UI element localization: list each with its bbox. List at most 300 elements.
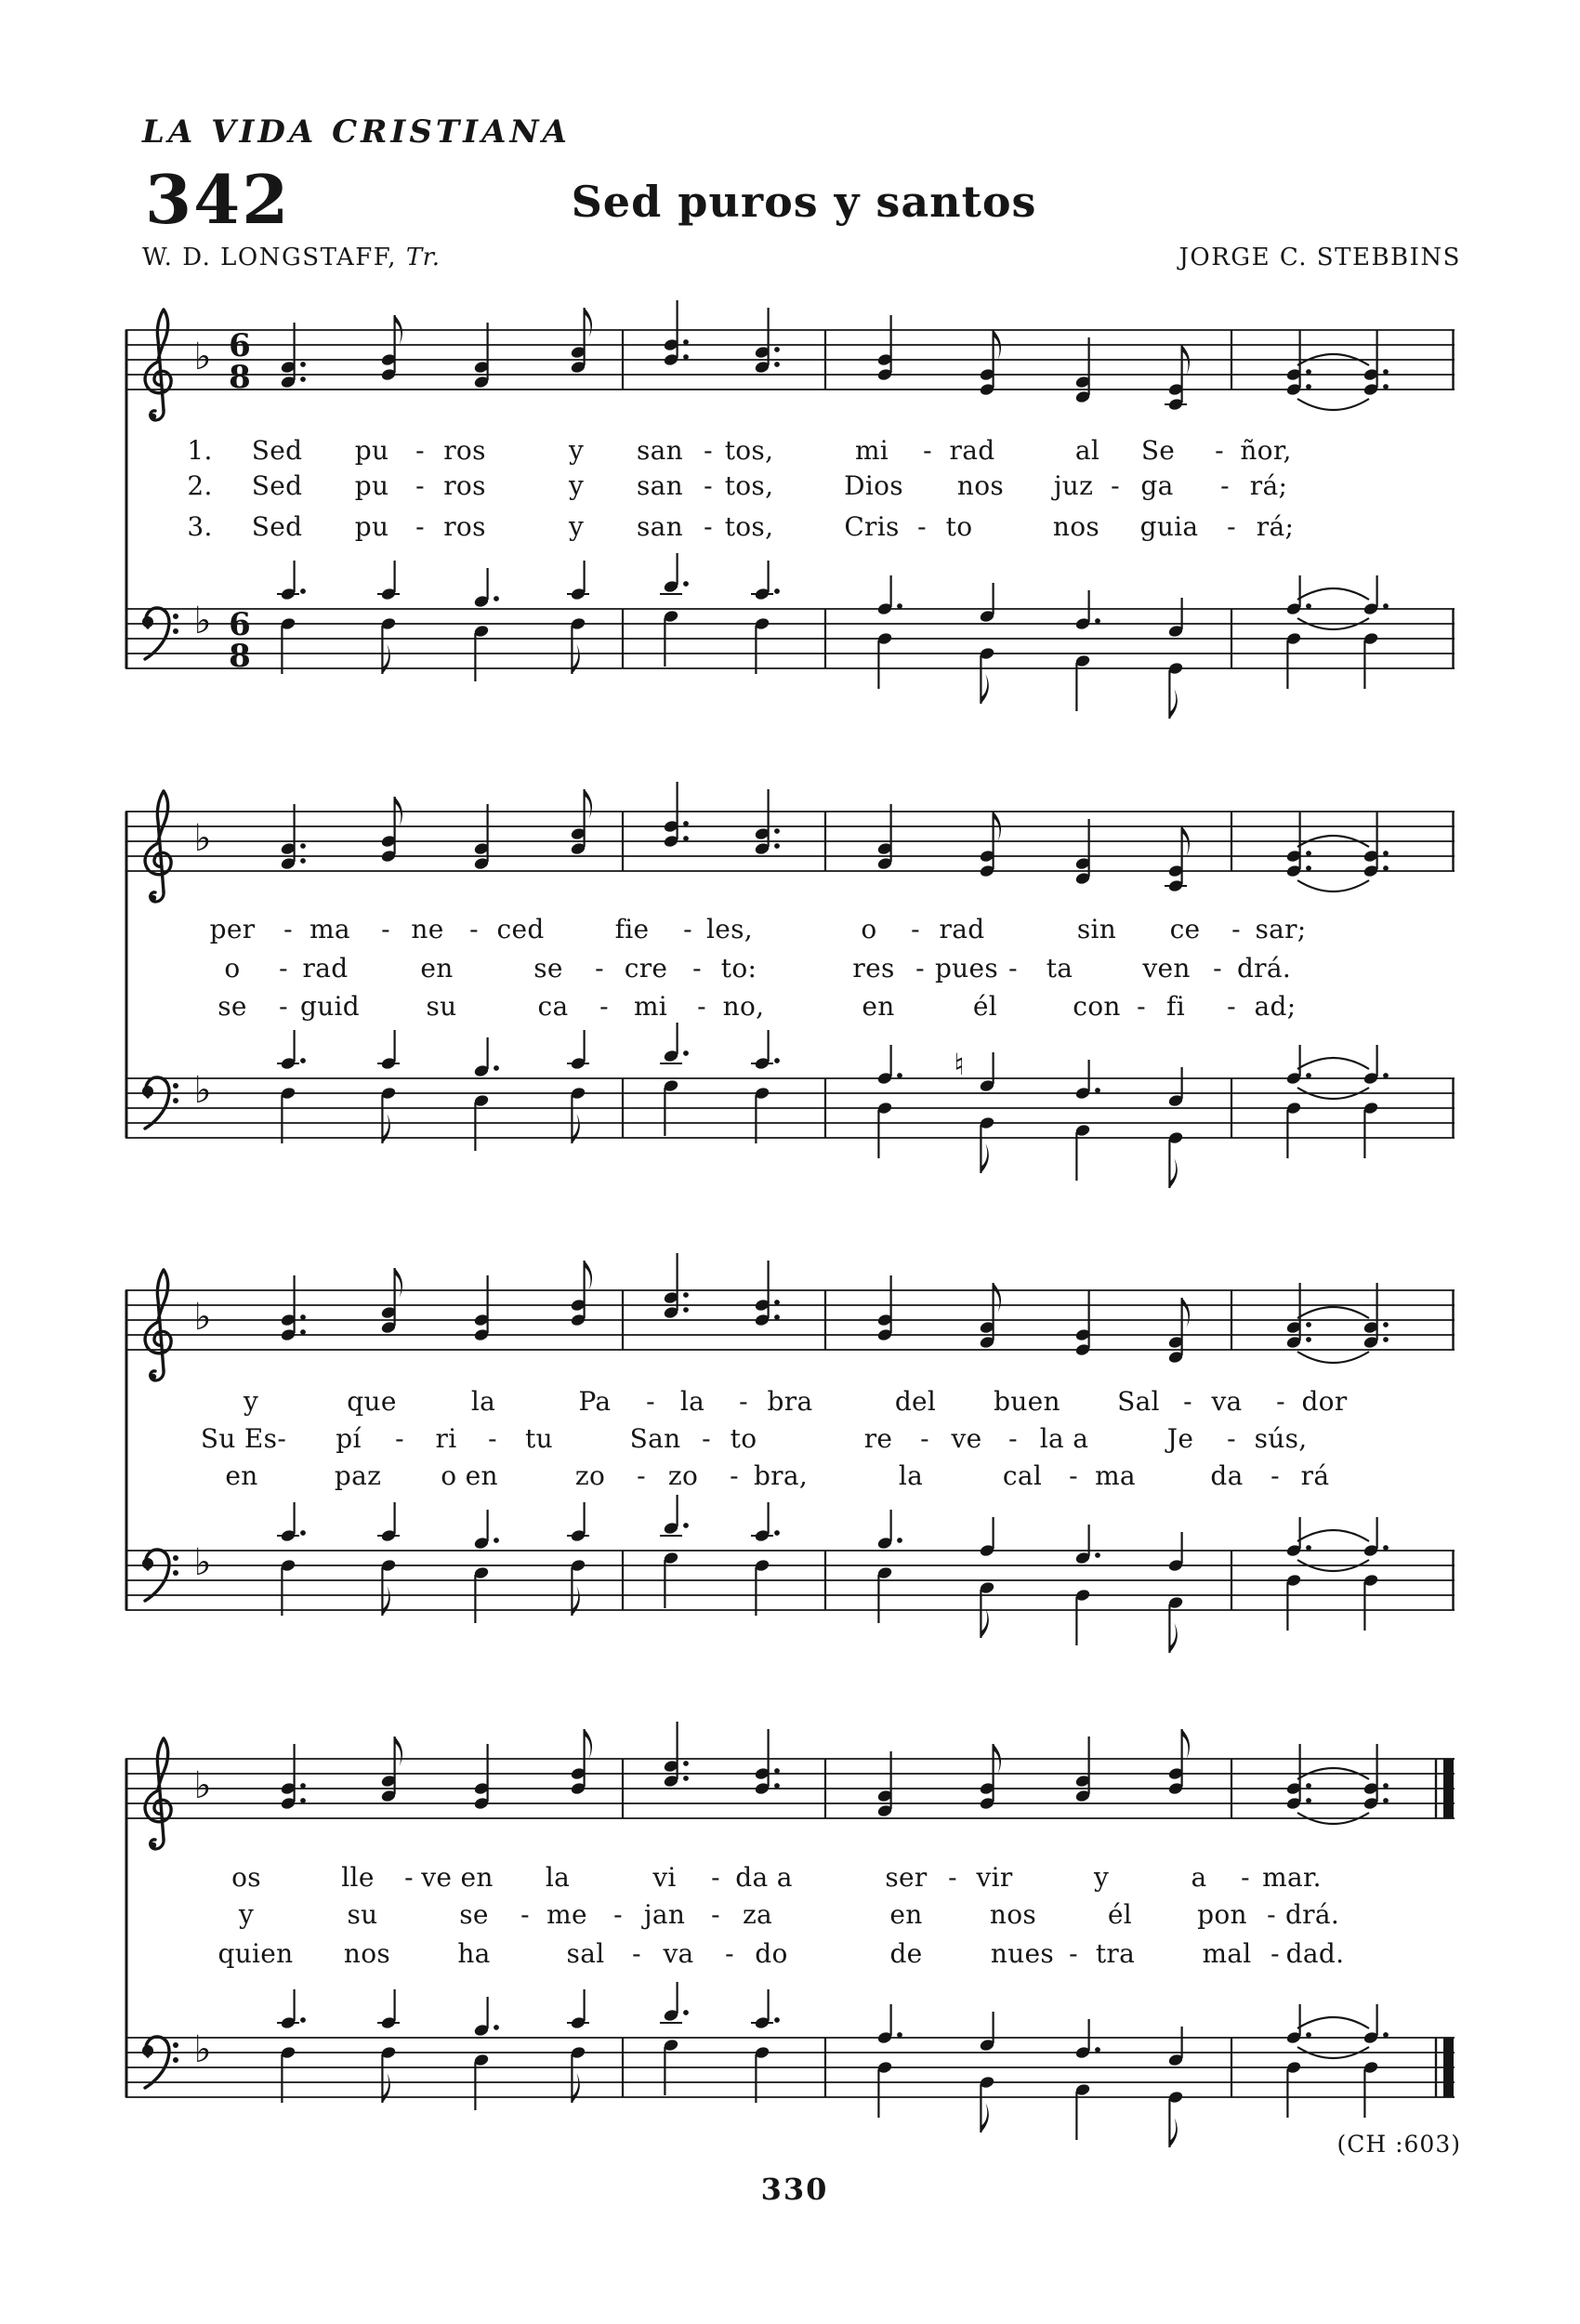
lyric-syllable: - — [1241, 1862, 1250, 1893]
lyric-syllable: - — [646, 1386, 655, 1417]
note — [570, 308, 592, 375]
note — [876, 1275, 893, 1342]
lyric-syllable: to — [945, 511, 973, 542]
lyric-syllable: nos — [343, 1938, 391, 1969]
author-translator-abbrev: Tr. — [405, 244, 441, 271]
note — [277, 1502, 306, 1616]
note — [751, 1030, 780, 1143]
lyric-syllable: vir — [976, 1862, 1013, 1893]
augmentation-dot — [1095, 2047, 1100, 2053]
note — [876, 315, 893, 382]
eighth-flag — [572, 1586, 579, 1616]
note — [473, 568, 499, 681]
lyric-syllable: Sed — [251, 511, 303, 542]
lyric-syllable: fie — [614, 914, 650, 944]
lyric-syllable: - — [520, 1899, 530, 1930]
augmentation-dot — [774, 1530, 780, 1536]
key-signature-flat: ♭ — [193, 817, 212, 860]
eighth-flag — [382, 1114, 389, 1143]
lyric-syllable: Se — [1140, 435, 1176, 466]
note — [751, 1502, 780, 1616]
note — [1165, 826, 1190, 893]
lyric-syllable: san — [637, 511, 683, 542]
note — [1363, 575, 1389, 689]
lyric-syllable: - — [595, 953, 604, 984]
note — [876, 1045, 902, 1158]
tie-arc — [1297, 1352, 1369, 1363]
lyric-syllable: drá. — [1236, 953, 1292, 984]
note — [979, 1052, 995, 1173]
note — [979, 330, 1001, 397]
note — [473, 1275, 490, 1342]
lyric-syllable: - — [915, 953, 925, 984]
note — [280, 1275, 306, 1342]
lyric-syllable: bra, — [753, 1460, 809, 1491]
eighth-flag — [585, 1729, 592, 1759]
lyric-syllable: - — [1227, 991, 1236, 1022]
augmentation-dot — [1306, 603, 1311, 609]
augmentation-dot — [1383, 1322, 1389, 1327]
lyric-syllable: guia — [1139, 511, 1199, 542]
music-system-2 — [125, 782, 1455, 1188]
augmentation-dot — [774, 843, 780, 849]
verse-number: 1. — [187, 435, 213, 466]
lyric-syllable: - — [1220, 470, 1230, 501]
lyric-syllable: - — [415, 435, 425, 466]
eighth-flag — [1182, 1729, 1190, 1759]
lyric-syllable: - — [692, 953, 702, 984]
note — [280, 323, 306, 390]
bass-staff — [125, 1495, 1455, 1653]
lyric-syllable: - — [381, 914, 390, 944]
note — [567, 1989, 589, 2103]
augmentation-dot — [494, 1065, 499, 1071]
lyric-syllable: en — [420, 953, 454, 984]
augmentation-dot — [1383, 1545, 1389, 1551]
lyric-syllable: va — [1211, 1386, 1243, 1417]
key-signature-flat: ♭ — [193, 336, 212, 378]
eighth-flag — [572, 1114, 579, 1143]
augmentation-dot — [683, 1523, 689, 1528]
eighth-flag — [981, 1608, 988, 1638]
lyric-syllable: rad — [949, 435, 995, 466]
note — [876, 804, 893, 871]
lyric-syllable: rá — [1300, 1460, 1330, 1491]
note — [377, 1502, 400, 1616]
lyric-syllable: to — [730, 1423, 757, 1454]
lyric-syllable: quien — [217, 1938, 294, 1969]
lyric-syllable: tra — [1095, 1938, 1136, 1969]
tie-arc — [1297, 1058, 1369, 1069]
lyric-syllable: - — [599, 991, 609, 1022]
note — [754, 789, 780, 856]
lyric-syllable: - — [704, 511, 713, 542]
lyric-syllable: - — [911, 914, 920, 944]
lyric-syllable: ser — [885, 1862, 928, 1893]
lyric-syllable: guid — [299, 991, 361, 1022]
note — [754, 1729, 780, 1796]
lyric-syllable: pu — [354, 511, 389, 542]
bass-staff — [125, 553, 1455, 719]
lyric-syllable: Je — [1166, 1423, 1194, 1454]
lyric-syllable: ca — [537, 991, 569, 1022]
augmentation-dot — [683, 1292, 689, 1298]
lyric-syllable: tos, — [724, 470, 774, 501]
lyric-syllable: - — [1213, 953, 1222, 984]
note — [1363, 1045, 1389, 1158]
lyric-syllable: rá; — [1256, 511, 1295, 542]
music-system-4 — [125, 1722, 1455, 2147]
lyric-syllable: - — [739, 1386, 748, 1417]
lyric-syllable: ma — [1095, 1460, 1136, 1491]
note — [660, 1982, 689, 2095]
lyric-syllable: Sed — [251, 435, 303, 466]
time-signature — [229, 606, 251, 675]
note — [1167, 598, 1184, 719]
note — [570, 1729, 592, 1796]
augmentation-dot — [774, 1058, 780, 1063]
augmentation-dot — [1095, 618, 1100, 624]
augmentation-dot — [774, 828, 780, 834]
lyric-syllable: la a — [1039, 1423, 1089, 1454]
augmentation-dot — [683, 836, 689, 841]
augmentation-dot — [1306, 384, 1311, 390]
lyric-syllable: me — [546, 1899, 587, 1930]
note — [1285, 1517, 1311, 1631]
augmentation-dot — [683, 1050, 689, 1056]
time-signature — [229, 327, 251, 396]
note — [876, 575, 902, 689]
augmentation-dot — [683, 1761, 689, 1766]
f-clef-icon — [142, 2037, 178, 2088]
augmentation-dot — [1383, 384, 1389, 390]
lyric-syllable: pí — [336, 1423, 362, 1454]
lyric-syllable: él — [972, 991, 998, 1022]
note — [1074, 337, 1091, 404]
augmentation-dot — [897, 1073, 902, 1078]
hymn-title: Sed puros y santos — [571, 177, 1037, 227]
lyric-syllable: - — [1271, 1460, 1280, 1491]
augmentation-dot — [300, 858, 306, 864]
lyric-syllable: - — [1276, 1386, 1285, 1417]
note — [1167, 1729, 1190, 1796]
lyric-syllable: juz — [1053, 470, 1094, 501]
augmentation-dot — [300, 362, 306, 367]
lyric-syllable: su — [426, 991, 457, 1022]
augmentation-dot — [1383, 1783, 1389, 1789]
note — [473, 1997, 499, 2110]
lyric-syllable: fi — [1166, 991, 1185, 1022]
lyric-syllable: bra — [767, 1386, 813, 1417]
lyric-syllable: - — [469, 914, 479, 944]
augmentation-dot — [774, 1783, 780, 1789]
augmentation-dot — [1383, 1337, 1389, 1342]
lyric-syllable: - — [1008, 953, 1018, 984]
augmentation-dot — [1383, 369, 1389, 375]
lyric-syllable: - — [279, 953, 288, 984]
lyric-syllable: za — [742, 1899, 773, 1930]
tie-arc — [1297, 880, 1369, 891]
note — [979, 1517, 995, 1638]
lyric-syllable: del — [894, 1386, 937, 1417]
natural-sign: ♮ — [954, 1047, 965, 1082]
lyric-syllable: tos, — [724, 435, 774, 466]
svg-text:8: 8 — [229, 638, 251, 675]
lyric-syllable: - — [711, 1899, 720, 1930]
augmentation-dot — [300, 588, 306, 594]
lyric-syllable: dor — [1301, 1386, 1348, 1417]
lyric-syllable: dad. — [1285, 1938, 1345, 1969]
augmentation-dot — [774, 1768, 780, 1774]
note — [663, 782, 689, 849]
augmentation-dot — [774, 1300, 780, 1305]
lyric-syllable: - — [279, 991, 288, 1022]
lyric-syllable: su — [347, 1899, 378, 1930]
note — [979, 1283, 1001, 1350]
note — [1074, 819, 1091, 886]
lyric-syllable: tos, — [724, 511, 774, 542]
lyric-syllable: pon — [1197, 1899, 1247, 1930]
lyric-syllable: Cris — [844, 511, 900, 542]
note — [277, 1989, 306, 2103]
lyric-syllable: - — [697, 991, 706, 1022]
note — [1285, 330, 1311, 397]
note — [751, 561, 780, 674]
lyric-syllable: vi — [652, 1862, 677, 1893]
lyric-syllable: - — [704, 435, 713, 466]
lyric-syllable: - — [1271, 1938, 1280, 1969]
note — [473, 804, 490, 871]
lyric-syllable: la — [470, 1386, 496, 1417]
verse-number: 2. — [187, 470, 213, 501]
lyric-syllable: ven — [1142, 953, 1191, 984]
augmentation-dot — [494, 2025, 499, 2030]
treble-staff — [125, 782, 1455, 902]
g-clef-icon — [145, 310, 171, 420]
lyric-syllable: zo — [667, 1460, 699, 1491]
lyric-syllable: buen — [994, 1386, 1060, 1417]
note — [876, 1510, 902, 1623]
lyric-syllable: ce — [1169, 914, 1201, 944]
augmentation-dot — [1383, 603, 1389, 609]
lyric-syllable: o — [861, 914, 877, 944]
lyric-syllable: mi — [854, 435, 889, 466]
note — [277, 1030, 306, 1143]
lyric-syllable: - — [917, 511, 927, 542]
treble-staff — [125, 300, 1455, 420]
eighth-flag — [585, 308, 592, 337]
author-name: W. D. LONGSTAFF, — [142, 244, 398, 271]
note — [660, 1023, 689, 1136]
augmentation-dot — [774, 588, 780, 594]
lyric-syllable: - — [702, 1423, 711, 1454]
note — [377, 561, 400, 674]
augmentation-dot — [300, 1530, 306, 1536]
tie-arc — [1297, 588, 1369, 600]
lyric-syllable: san — [637, 470, 683, 501]
augmentation-dot — [300, 376, 306, 382]
lyric-syllable: da — [1210, 1460, 1244, 1491]
lyric-syllable: tu — [525, 1423, 553, 1454]
eighth-flag — [572, 644, 579, 674]
lyric-syllable: - — [1111, 470, 1120, 501]
note — [663, 300, 689, 367]
note — [979, 812, 1001, 878]
lyric-syllable: y — [568, 435, 585, 466]
tie-arc — [1297, 1530, 1369, 1541]
lyric-syllable: nos — [956, 470, 1005, 501]
treble-staff — [125, 1722, 1455, 1849]
augmentation-dot — [300, 1058, 306, 1063]
lyric-syllable: san — [637, 435, 683, 466]
augmentation-dot — [683, 581, 689, 587]
lyric-syllable: - — [725, 1938, 734, 1969]
augmentation-dot — [1383, 851, 1389, 856]
augmentation-dot — [494, 1538, 499, 1543]
augmentation-dot — [494, 596, 499, 601]
lyric-syllable: cre — [624, 953, 668, 984]
eighth-flag — [382, 644, 389, 674]
tie-arc — [1297, 1307, 1369, 1318]
lyric-syllable: pu — [354, 470, 389, 501]
lyric-syllable: rá; — [1249, 470, 1288, 501]
lyric-syllable: ced — [496, 914, 545, 944]
note — [1167, 1298, 1190, 1365]
augmentation-dot — [774, 2017, 780, 2023]
lyric-syllable: y — [568, 511, 585, 542]
lyric-syllable: la — [679, 1386, 705, 1417]
augmentation-dot — [1306, 1322, 1311, 1327]
lyric-syllable: - — [1069, 1460, 1078, 1491]
note — [570, 1261, 592, 1327]
augmentation-dot — [300, 1798, 306, 1803]
lyric-syllable: do — [755, 1938, 788, 1969]
lyric-syllable: - — [1183, 1386, 1192, 1417]
augmentation-dot — [897, 2032, 902, 2038]
lyric-syllable: al — [1074, 435, 1100, 466]
lyric-syllable: ros — [443, 470, 486, 501]
eighth-flag — [382, 1586, 389, 1616]
lyric-syllable: - — [395, 1423, 404, 1454]
augmentation-dot — [774, 1314, 780, 1320]
lyric-syllable: y — [238, 1899, 255, 1930]
augmentation-dot — [1383, 1798, 1389, 1803]
note — [570, 789, 592, 856]
lyric-syllable: res — [852, 953, 895, 984]
lyric-syllable: nos — [989, 1899, 1037, 1930]
lyric-syllable: la — [545, 1862, 571, 1893]
eighth-flag — [981, 1143, 988, 1173]
lyric-syllable: sin — [1076, 914, 1117, 944]
note — [979, 1744, 1001, 1811]
augmentation-dot — [1306, 1337, 1311, 1342]
f-clef-icon — [142, 608, 178, 659]
lyric-syllable: jan — [643, 1899, 686, 1930]
lyric-syllable: ad; — [1254, 991, 1297, 1022]
note — [754, 308, 780, 375]
lyric-syllable: ve en — [421, 1862, 494, 1893]
note — [473, 1744, 490, 1811]
augmentation-dot — [774, 362, 780, 367]
lyric-syllable: Pa — [578, 1386, 612, 1417]
tie-arc — [1297, 2017, 1369, 2028]
note — [660, 553, 689, 667]
lyric-syllable: en — [889, 1899, 923, 1930]
note — [979, 2012, 995, 2133]
page-number: 330 — [760, 2172, 829, 2207]
lyric-syllable: sús, — [1254, 1423, 1308, 1454]
lyric-syllable: - — [923, 435, 932, 466]
lyric-syllable: Dios — [844, 470, 903, 501]
lyric-syllable: se — [459, 1899, 489, 1930]
note — [567, 1030, 589, 1143]
eighth-flag — [981, 2103, 988, 2133]
lyric-syllable: en — [225, 1460, 258, 1491]
lyric-syllable: - — [415, 511, 425, 542]
lyric-syllable: sal — [566, 1938, 605, 1969]
note — [377, 1989, 400, 2103]
key-signature-flat: ♭ — [193, 2028, 212, 2071]
final-barline-thick — [1443, 1759, 1454, 1819]
lyric-syllable: pu — [354, 435, 389, 466]
note — [1285, 1045, 1311, 1158]
note — [1285, 1283, 1311, 1350]
note — [473, 1037, 499, 1151]
note — [876, 1751, 893, 1818]
eighth-flag — [1169, 689, 1177, 719]
g-clef-icon — [145, 1738, 171, 1849]
augmentation-dot — [300, 1314, 306, 1320]
augmentation-dot — [897, 1538, 902, 1543]
verse-number: 3. — [187, 511, 213, 542]
lyric-syllable: - — [1069, 1938, 1078, 1969]
note — [876, 2004, 902, 2118]
note — [280, 804, 306, 871]
treble-staff — [125, 1253, 1455, 1380]
lyric-syllable: - — [488, 1423, 497, 1454]
note — [1285, 1744, 1311, 1811]
note — [380, 1736, 402, 1803]
note — [377, 1030, 400, 1143]
hymn-number: 342 — [145, 160, 291, 239]
svg-text:6: 6 — [229, 606, 251, 643]
note — [567, 1502, 589, 1616]
lyric-syllable: ros — [443, 511, 486, 542]
augmentation-dot — [1306, 1783, 1311, 1789]
augmentation-dot — [1095, 1552, 1100, 1558]
lyric-syllable: o en — [441, 1460, 498, 1491]
lyric-syllable: - — [637, 1460, 646, 1491]
note — [1074, 1290, 1091, 1357]
augmentation-dot — [300, 2017, 306, 2023]
lyric-syllable: pues — [934, 953, 999, 984]
lyric-syllable: ha — [457, 1938, 491, 1969]
augmentation-dot — [1383, 2032, 1389, 2038]
lyric-syllable: no, — [722, 991, 765, 1022]
bass-staff — [125, 1982, 1455, 2147]
tie-arc — [1297, 399, 1369, 410]
lyric-syllable: - — [704, 470, 713, 501]
lyric-syllable: ne — [411, 914, 444, 944]
augmentation-dot — [1383, 1073, 1389, 1078]
augmentation-dot — [683, 2010, 689, 2015]
lyric-syllable: - — [1267, 1899, 1276, 1930]
f-clef-icon — [142, 1077, 178, 1129]
lyric-syllable: y — [243, 1386, 259, 1417]
lyric-syllable: - — [711, 1862, 720, 1893]
lyric-syllable: Sed — [251, 470, 303, 501]
svg-text:8: 8 — [229, 359, 251, 396]
